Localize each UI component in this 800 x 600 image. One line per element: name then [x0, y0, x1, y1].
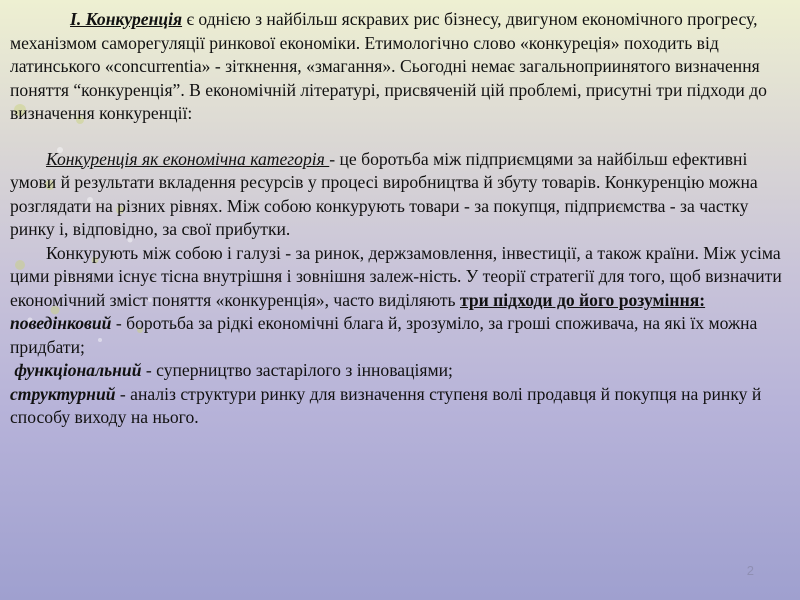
approach-structural	[10, 383, 785, 430]
term-behavioral: поведінковий	[10, 313, 112, 333]
approach-behavioral-text: - боротьба за рідкі економічні блага й, зрозуміло, за гроші споживача, на які їх можна придбати;	[10, 313, 758, 357]
term-functional: функціональний	[14, 360, 142, 380]
approach-behavioral	[10, 312, 785, 359]
paragraph-definition	[10, 8, 785, 126]
term-structural: структурний	[10, 383, 116, 404]
paragraph-definition-text: є однією з найбільш яскравих рис бізнесу, двигуном економічного прогресу, механізмом саморегуляції ринкової економіки. Етимологічно слово «конкуреція» походить від латинського «concurrentia» - зіткнення, «змагання». Сьогодні немає загальноприинятого визначення поняття “конкуренція”. В економічній літературі, присвяченій цій проблемі, присутні три підходи до визначення конкуренції:	[10, 9, 767, 123]
paragraph-gap	[10, 126, 785, 148]
paragraph-levels-text: Конкурують між собою і галузі - за ринок, держзамовлення, інвестиції, а також країни. Між усіма цими рівнями існує тісна внутрішня і зовнішня залеж-ність. У теорії стратегії для того, щоб визначити економічний зміст поняття «конкуренція», часто виділяють	[10, 242, 782, 310]
three-approaches-emphasis: три підходи до його розуміння:	[459, 289, 706, 310]
page-number: 2	[746, 563, 754, 578]
paragraph-economic-category	[10, 148, 785, 242]
approach-functional-text: - суперництво застарілого з інноваціями;	[141, 360, 453, 380]
term-economic-category: Конкуренція як економічна категорія	[46, 148, 330, 169]
approach-structural-text: - аналіз структури ринку для визначення ступеня волі продавця й покупця на ринку й способу виходу на нього.	[10, 383, 762, 427]
paragraph-levels	[10, 242, 785, 313]
approach-functional	[10, 359, 785, 383]
term-competition: І. Конкуренція	[70, 9, 183, 29]
paragraph-economic-category-text: - це боротьба між підприємцями за найбільш ефективні умови й результати вкладення ресурсів у процесі виробництва й збуту товарів. Конкуренцію можна розглядати на різних рівнях. Між собою конкурують товари - за покупця, підприємства - за частку ринку і, відповідно, за свої прибутки.	[10, 148, 758, 239]
slide-body	[10, 8, 785, 430]
